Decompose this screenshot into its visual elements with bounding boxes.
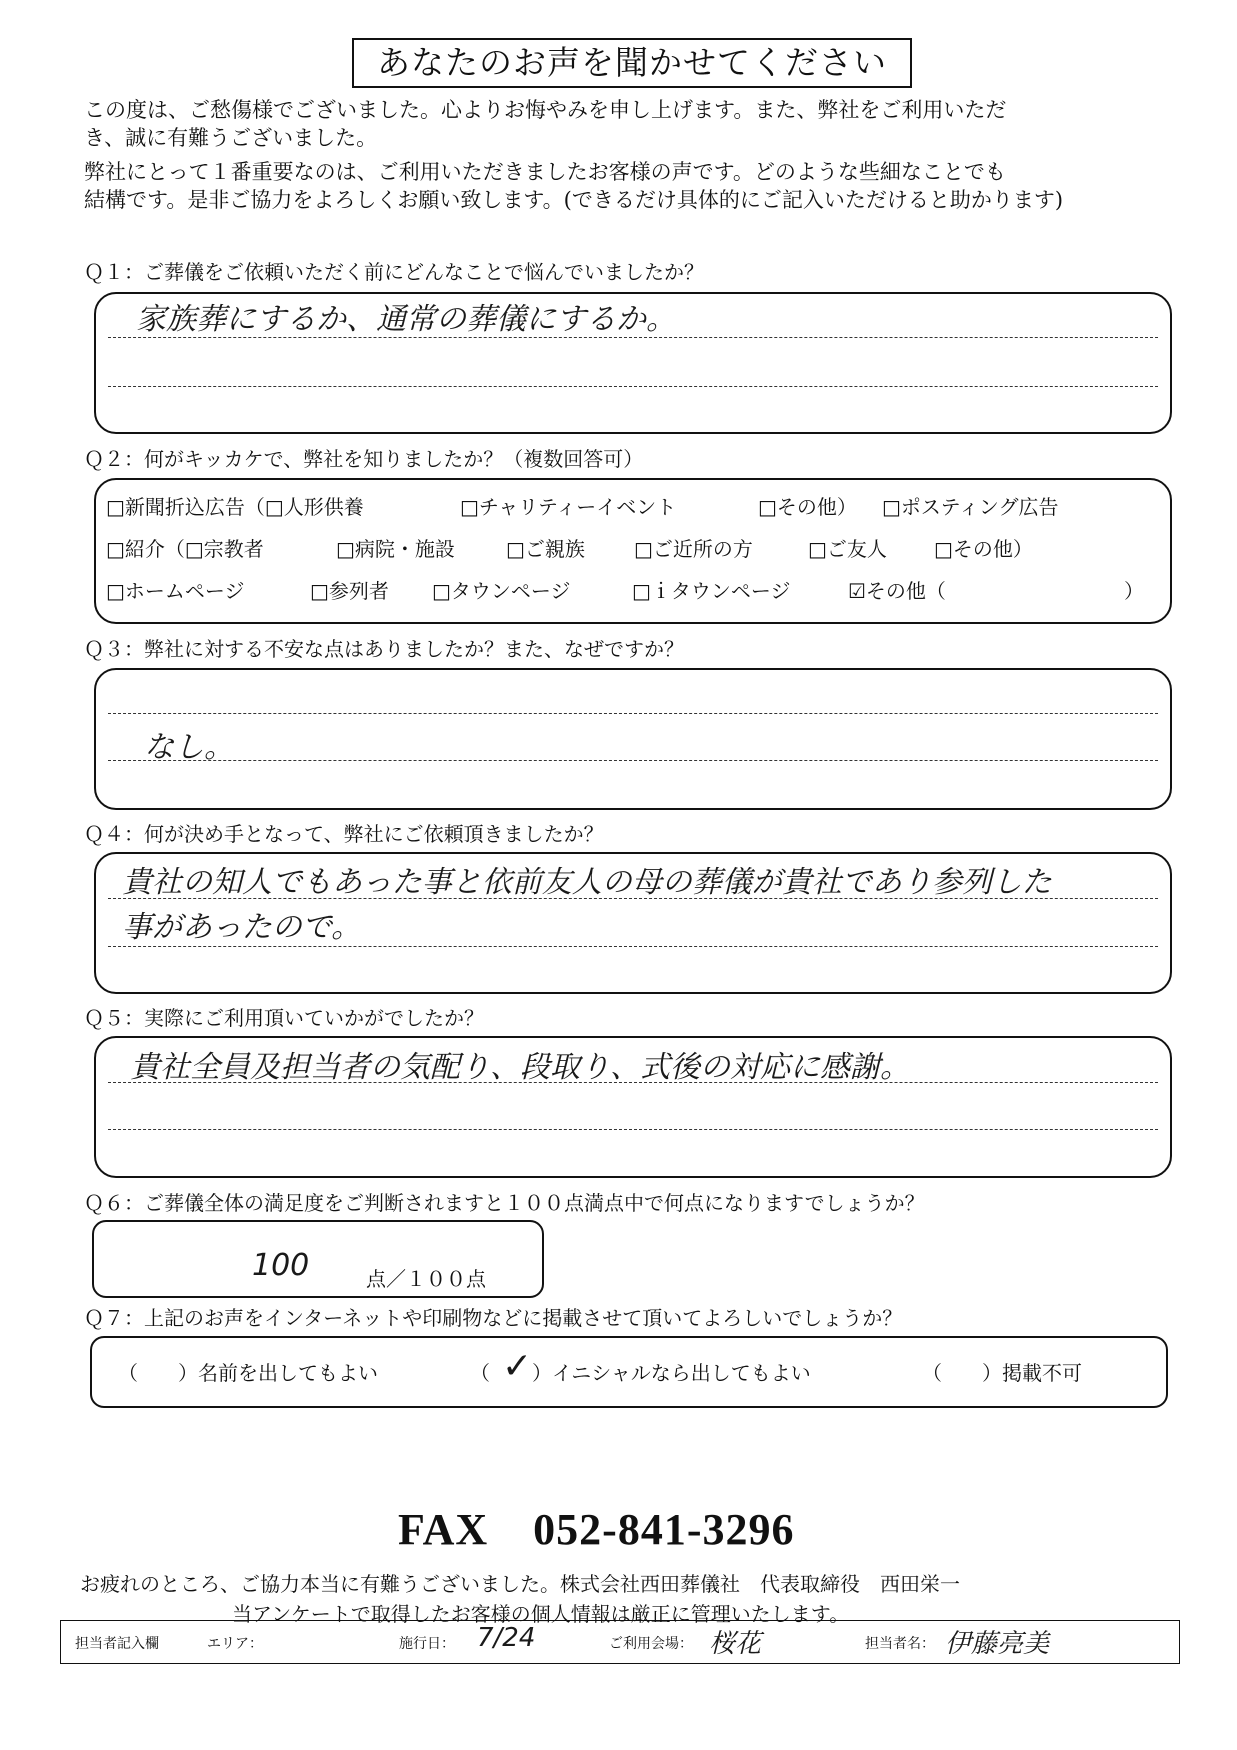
q2-option-homepage[interactable]: □ホームページ [106, 579, 245, 603]
q6-score: 100 [252, 1248, 310, 1283]
q2-option-relatives[interactable]: □ご親族 [506, 537, 585, 561]
q2-option-referral-religious[interactable]: □紹介（□宗教者 [106, 537, 264, 561]
staff-entry-box [60, 1620, 1180, 1664]
footer-thanks: お疲れのところ、ご協力本当に有難うございました。株式会社西田葬儀社 代表取締役 西田栄一 [80, 1572, 960, 1596]
q4-question: Ｑ４：何が決め手となって、弊社にご依頼頂きましたか？ [84, 822, 604, 846]
q2-option-itownpage[interactable]: □ｉタウンページ [632, 579, 791, 603]
q2-option-hospital[interactable]: □病院・施設 [336, 537, 455, 561]
q3-answer-box[interactable] [94, 668, 1172, 810]
intro-line-4: 結構です。是非ご協力をよろしくお願い致します。(できるだけ具体的にご記入いただけると助かります) [84, 188, 1064, 212]
q5-answer: 貴社全員及担当者の気配り、段取り、式後の対応に感謝。 [130, 1050, 910, 1085]
q7-option-initial-open[interactable]: （ [470, 1361, 490, 1385]
staff-venue-value: 桜花 [709, 1629, 762, 1659]
q7-option-initial-ok[interactable]: ）イニシャルなら出してもよい [532, 1361, 811, 1385]
q2-options-box [94, 478, 1172, 624]
q1-question: Ｑ１：ご葬儀をご依頼いただく前にどんなことで悩んでいましたか？ [84, 260, 704, 284]
q7-option-initial-checkmark: ✓ [502, 1346, 533, 1387]
q2-option-other-3-close: ） [1124, 579, 1144, 603]
q2-option-friends[interactable]: □ご友人 [808, 537, 887, 561]
q6-question: Ｑ６：ご葬儀全体の満足度をご判断されますと１００点満点中で何点になりますでしょうか？ [84, 1191, 925, 1215]
q3-answer: なし。 [144, 730, 234, 765]
q2-question: Ｑ２：何がキッカケで、弊社を知りましたか？（複数回答可） [84, 447, 644, 471]
staff-person-label: 担当者名： [865, 1636, 935, 1652]
q2-option-charity-event[interactable]: □チャリティーイベント [460, 495, 677, 519]
q6-score-suffix: 点／１００点 [366, 1267, 486, 1291]
intro-line-3: 弊社にとって１番重要なのは、ご利用いただきましたお客様の声です。どのような些細なことでも [84, 160, 1006, 184]
q2-option-other-1[interactable]: □その他） [758, 495, 857, 519]
intro-line-1: この度は、ご愁傷様でございました。心よりお悔やみを申し上げます。また、弊社をご利用いただ [84, 98, 1007, 122]
staff-person-value: 伊藤亮美 [945, 1629, 1050, 1659]
footer-privacy: 当アンケートで取得したお客様の個人情報は厳正に管理いたします。 [232, 1602, 850, 1626]
q2-option-townpage[interactable]: □タウンページ [432, 579, 571, 603]
q7-question: Ｑ７：上記のお声をインターネットや印刷物などに掲載させて頂いてよろしいでしょうか？ [84, 1306, 903, 1330]
staff-date-label: 施行日： [399, 1636, 455, 1652]
q2-option-other-3-checked[interactable]: ☑その他（ [848, 579, 946, 603]
q7-option-no-publish[interactable]: （ ）掲載不可 [922, 1361, 1082, 1385]
staff-venue-label: ご利用会場： [609, 1636, 693, 1652]
intro-line-2: き、誠に有難うございました。 [84, 126, 378, 150]
fax-number: FAX 052-841-3296 [398, 1505, 795, 1554]
q7-option-name-ok[interactable]: （ ）名前を出してもよい [118, 1361, 378, 1385]
q2-option-attendee[interactable]: □参列者 [310, 579, 389, 603]
q1-answer: 家族葬にするか、通常の葬儀にするか。 [136, 302, 676, 337]
staff-date-value: 7/24 [477, 1623, 536, 1653]
q2-option-other-2[interactable]: □その他） [934, 537, 1033, 561]
q3-question: Ｑ３：弊社に対する不安な点はありましたか？また、なぜですか？ [84, 637, 684, 661]
staff-label: 担当者記入欄 [75, 1636, 159, 1652]
q6-score-box[interactable] [92, 1220, 544, 1298]
q2-option-posting-ad[interactable]: □ポスティング広告 [882, 495, 1059, 519]
q4-answer-box[interactable] [94, 852, 1172, 994]
q5-answer-box[interactable] [94, 1036, 1172, 1178]
q7-options-box [90, 1336, 1168, 1408]
q2-option-newspaper[interactable]: □新聞折込広告（□人形供養 [106, 495, 364, 519]
staff-area-label: エリア： [207, 1636, 263, 1652]
q1-answer-box[interactable] [94, 292, 1172, 434]
q4-answer-line-1: 貴社の知人でもあった事と依前友人の母の葬儀が貴社であり参列した [122, 865, 1052, 900]
q2-option-neighbors[interactable]: □ご近所の方 [634, 537, 753, 561]
q4-answer-line-2: 事があったので。 [122, 910, 362, 945]
q5-question: Ｑ５：実際にご利用頂いていかがでしたか？ [84, 1006, 484, 1030]
page-title: あなたのお声を聞かせてください [352, 38, 912, 88]
